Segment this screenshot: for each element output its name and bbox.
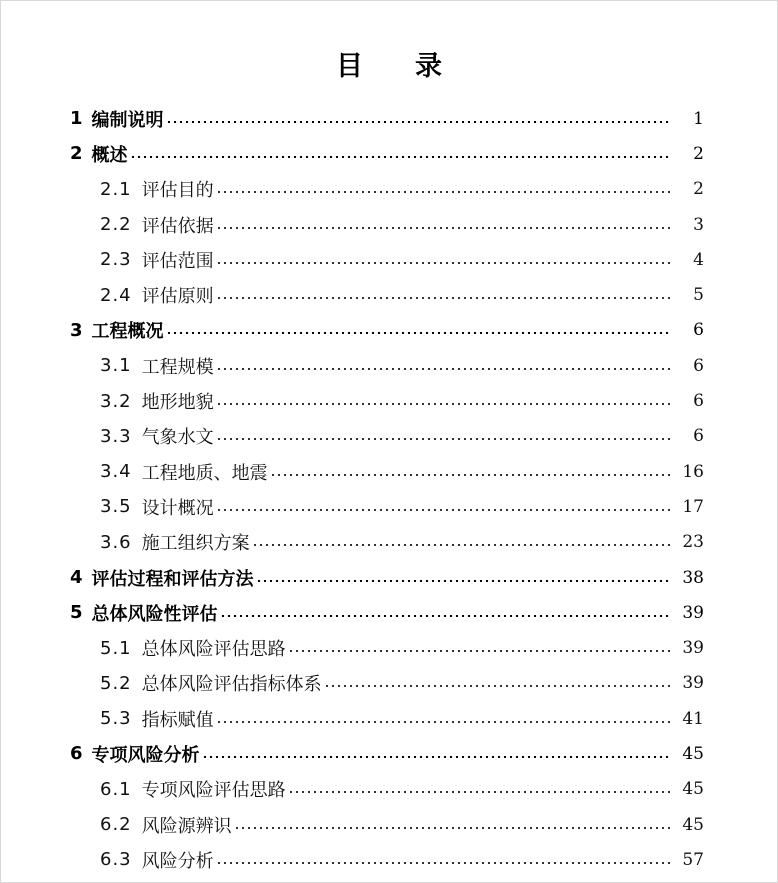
- toc-section-entry[interactable]: [0, 666, 778, 701]
- toc-entry-number: 2.1: [100, 178, 132, 200]
- toc-entry-page-number: 38: [682, 567, 704, 588]
- toc-entry-label: 专项风险分析: [91, 744, 200, 766]
- toc-dot-leader: [216, 509, 670, 511]
- toc-chapter-entry[interactable]: [0, 560, 778, 595]
- toc-entry-label: 指标赋值: [141, 709, 214, 731]
- toc-section-entry[interactable]: [0, 207, 778, 242]
- toc-entry-number: 6.2: [100, 814, 132, 836]
- toc-dot-leader: [256, 580, 670, 582]
- toc-dot-leader: [216, 297, 670, 299]
- toc-section-entry[interactable]: [0, 772, 778, 807]
- toc-entry-page-number: 4: [693, 249, 704, 270]
- toc-section-entry[interactable]: [0, 701, 778, 736]
- toc-entry-number: 5.1: [100, 637, 132, 659]
- toc-dot-leader: [234, 827, 670, 829]
- toc-entry-number: 6.3: [100, 849, 132, 871]
- toc-section-entry[interactable]: [0, 807, 778, 842]
- toc-entry-label: 评估过程和评估方法: [91, 568, 254, 590]
- toc-entry-page-number: 6: [693, 320, 704, 341]
- toc-dot-leader: [130, 156, 670, 158]
- page-title: [0, 44, 778, 83]
- toc-entry-label: 编制说明: [91, 109, 164, 131]
- toc-dot-leader: [216, 862, 670, 864]
- toc-dot-leader: [288, 650, 670, 652]
- toc-section-entry[interactable]: [0, 277, 778, 312]
- toc-entry-page-number: 5: [693, 285, 704, 306]
- toc-entry-page-number: 17: [682, 496, 704, 517]
- toc-entry-page-number: 2: [693, 179, 704, 200]
- toc-entry-number: 5.3: [100, 708, 132, 730]
- toc-chapter-entry[interactable]: [0, 136, 778, 171]
- toc-dot-leader: [216, 227, 670, 229]
- toc-entry-number: 3.5: [100, 496, 132, 518]
- toc-entry-number: 2.2: [100, 214, 132, 236]
- toc-entry-page-number: 39: [682, 602, 704, 623]
- toc-entry-label: 专项风险评估思路: [141, 780, 286, 802]
- toc-entry-number: 2.4: [100, 284, 132, 306]
- toc-chapter-entry[interactable]: [0, 313, 778, 348]
- toc-section-entry[interactable]: [0, 242, 778, 277]
- toc-section-entry[interactable]: [0, 630, 778, 665]
- toc-entry-label: 风险源辨识: [141, 815, 232, 837]
- toc-entry-label: 概述: [91, 144, 128, 166]
- toc-section-entry[interactable]: [0, 525, 778, 560]
- toc-entry-number: 3: [70, 319, 83, 341]
- toc-entry-number: 1: [70, 108, 83, 130]
- toc-dot-leader: [216, 721, 670, 723]
- toc-entry-page-number: 45: [682, 779, 704, 800]
- toc-entry-page-number: 45: [682, 814, 704, 835]
- toc-entry-number: 4: [70, 567, 83, 588]
- toc-entry-number: 3.2: [100, 390, 132, 412]
- toc-chapter-entry[interactable]: [0, 101, 778, 136]
- toc-entry-page-number: 6: [693, 391, 704, 412]
- toc-entry-number: 3.1: [100, 355, 132, 377]
- toc-chapter-entry[interactable]: [0, 736, 778, 771]
- toc-entry-label: 总体风险评估思路: [141, 639, 286, 661]
- toc-entry-page-number: 39: [682, 638, 704, 659]
- toc-entry-label: 工程概况: [91, 321, 164, 343]
- toc-section-entry[interactable]: [0, 172, 778, 207]
- toc-entry-page-number: 3: [693, 214, 704, 235]
- toc-dot-leader: [202, 756, 670, 758]
- toc-section-entry[interactable]: [0, 383, 778, 418]
- toc-entry-label: 总体风险评估指标体系: [141, 674, 322, 696]
- toc-entry-page-number: 1: [693, 108, 704, 129]
- toc-entry-label: 评估依据: [141, 215, 214, 237]
- toc-section-entry[interactable]: [0, 454, 778, 489]
- toc-dot-leader: [166, 332, 670, 334]
- toc-entry-label: 风险分析: [141, 850, 214, 872]
- toc-entry-number: 3.6: [100, 531, 132, 553]
- toc-entry-page-number: 57: [682, 849, 704, 870]
- toc-entry-number: 2: [70, 143, 83, 165]
- toc-chapter-entry[interactable]: [0, 595, 778, 630]
- toc-entry-page-number: 23: [682, 532, 704, 553]
- table-of-contents: [0, 101, 778, 878]
- toc-dot-leader: [216, 438, 670, 440]
- toc-dot-leader: [252, 544, 670, 546]
- toc-section-entry[interactable]: [0, 348, 778, 383]
- toc-entry-number: 5: [70, 602, 83, 624]
- toc-entry-number: 6: [70, 743, 83, 765]
- toc-entry-page-number: 16: [682, 461, 704, 482]
- toc-entry-number: 6.1: [100, 778, 132, 800]
- toc-entry-label: 评估范围: [141, 250, 214, 272]
- title-char-1: 目: [336, 51, 363, 82]
- toc-section-entry[interactable]: [0, 489, 778, 524]
- toc-entry-page-number: 6: [693, 426, 704, 447]
- toc-dot-leader: [216, 403, 670, 405]
- toc-entry-label: 工程规模: [141, 356, 214, 378]
- toc-entry-page-number: 6: [693, 355, 704, 376]
- toc-entry-label: 总体风险性评估: [91, 603, 218, 625]
- toc-entry-page-number: 2: [693, 143, 704, 164]
- toc-entry-page-number: 39: [682, 673, 704, 694]
- toc-entry-number: 3.4: [100, 461, 132, 483]
- toc-dot-leader: [270, 474, 670, 476]
- toc-dot-leader: [324, 685, 670, 687]
- toc-dot-leader: [220, 615, 670, 617]
- toc-dot-leader: [166, 121, 670, 123]
- toc-dot-leader: [216, 191, 670, 193]
- toc-entry-label: 工程地质、地震: [141, 462, 268, 484]
- toc-section-entry[interactable]: [0, 842, 778, 877]
- toc-entry-page-number: 45: [682, 743, 704, 764]
- toc-entry-number: 5.2: [100, 672, 132, 694]
- toc-dot-leader: [216, 262, 670, 264]
- toc-entry-label: 气象水文: [141, 427, 214, 449]
- toc-entry-number: 2.3: [100, 249, 132, 271]
- toc-dot-leader: [216, 368, 670, 370]
- title-char-2: 录: [415, 51, 442, 82]
- toc-entry-label: 评估目的: [141, 180, 214, 202]
- toc-entry-label: 施工组织方案: [141, 533, 250, 555]
- toc-entry-label: 地形地貌: [141, 392, 214, 414]
- toc-entry-label: 评估原则: [141, 286, 214, 308]
- toc-section-entry[interactable]: [0, 419, 778, 454]
- toc-entry-label: 设计概况: [141, 497, 214, 519]
- toc-dot-leader: [288, 791, 670, 793]
- toc-entry-number: 3.3: [100, 425, 132, 447]
- toc-entry-page-number: 41: [682, 708, 704, 729]
